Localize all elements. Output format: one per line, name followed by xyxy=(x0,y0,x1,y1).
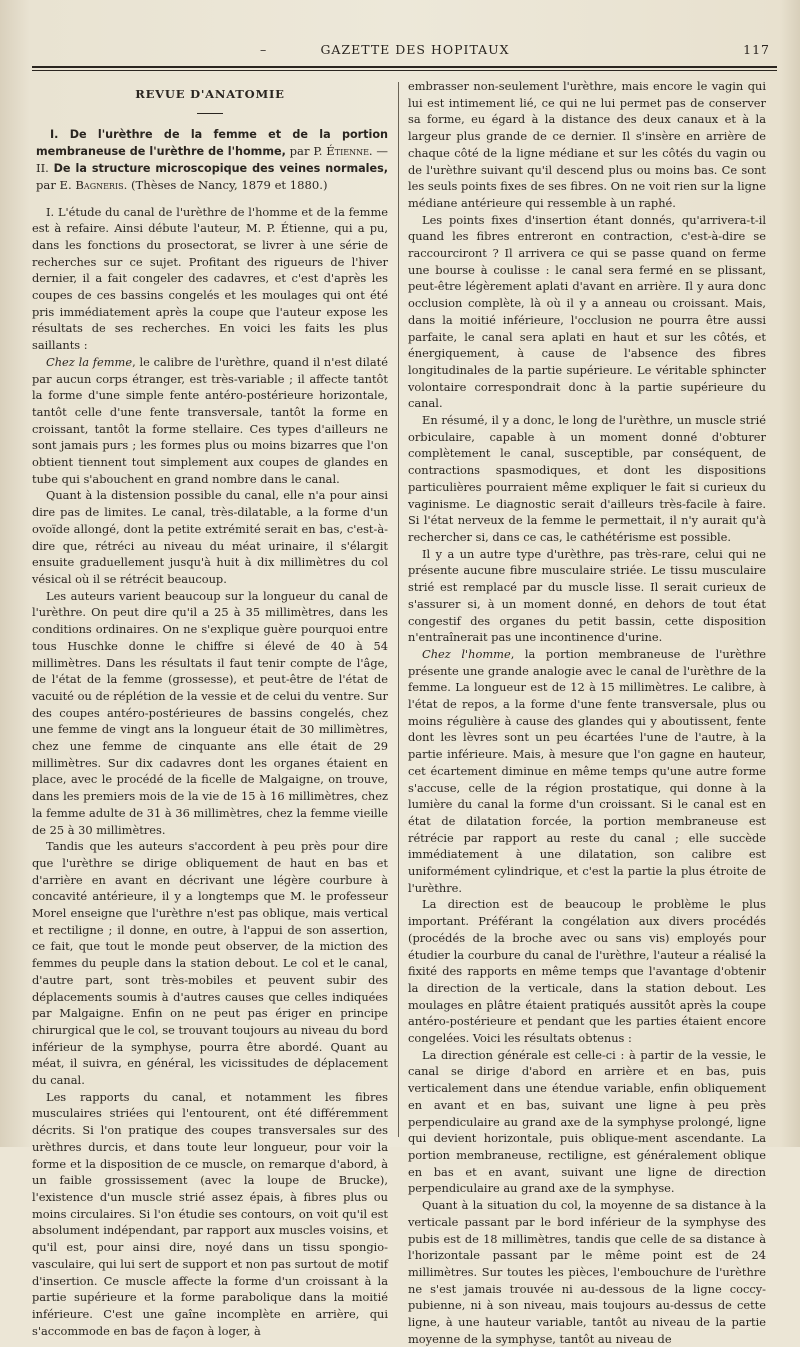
paragraph: Quant à la distension possible du canal, elle n'a pour ainsi dire pas de limites. Le canal, très-dilatable, a la forme d'un ovoïde allongé, dont la petite extrémité serait en bas, c'est-à-dire que, rétréci au niveau du méat urinaire, il s'élargit ensuite graduellement jusqu'à huit à dix millimètres du col vésical où il se rétrécit beaucoup. xyxy=(32,488,388,586)
column-divider xyxy=(398,82,399,1137)
title-separator xyxy=(197,113,223,114)
paragraph xyxy=(32,354,388,488)
header-rule-thick xyxy=(32,66,777,68)
heading-citation: . (Thèses de Nancy, 1879 et 1880.) xyxy=(123,178,328,193)
chez-homme-text: , la portion membraneuse de l'urèthre présente une grande analogie avec le canal de l'urèthre de la femme. La longueur est de 12 à 15 millimètres. Le calibre, à l'état de repos, a la forme d'une fente transversale, plus ou moins régulière à cause des glandes qui y aboutissent, fente dont les lèvres sont un peu écartées l'une de l'autre, à la partie inférieure. Mais, à mesure que l'on gagne en hauteur, cet écartement diminue en même temps qu'une autre forme s'accuse, celle de la région prostatique, qui donne à la lumière du canal la forme d'un croissant. Si le canal est en état de dilatation forcée, la portion membraneuse est rétrécie par rapport au reste du canal ; elle succède immédiatement à une dilatation, son calibre est uniformément cylindrique, et c'est la partie la plus étroite de l'urèthre. xyxy=(408,646,766,895)
paragraph xyxy=(408,646,766,897)
heading-title-i: De l'urèthre de la femme et de la portion membraneuse de l'urèthre de l'homme, xyxy=(36,127,389,158)
heading-by-i: par P. xyxy=(285,143,327,158)
page-number: 117 xyxy=(743,42,770,57)
heading-author-i: Étienne xyxy=(326,143,369,158)
heading-title-ii: De la structure microscopique des veines normales, xyxy=(53,162,389,176)
heading-numeral-i: I. xyxy=(50,127,70,141)
paragraph: I. L'étude du canal de l'urèthre de l'homme et de la femme est à refaire. Ainsi débute l'auteur, M. P. Étienne, qui a pu, dans les fonctions du prosectorat, se livrer à une série de recherches sur ce sujet. Profitant des rigueurs de l'hiver dernier, il a fait congeler des cadavres, et c'est d'après les coupes de ces bassins congelés et les moulages qui ont été pris immédiatement après la coupe que l'auteur expose les résultats de ses recherches. En voici les faits les plus saillants : xyxy=(32,204,388,353)
section-title: REVUE D'ANATOMIE xyxy=(135,87,285,101)
paragraph: Les auteurs varient beaucoup sur la longueur du canal de l'urèthre. On peut dire qu'il a 25 à 35 millimètres, dans les conditions ordinaires. On ne s'explique guère pourquoi entre tous Huschke donne le chiffre si élevé de 40 à 54 millimètres. Dans les résultats il faut tenir compte de l'âge, de l'état de la femme (grossesse), et peut-être de l'état de vacuité ou de réplétion de la vessie et de celui du ventre. Sur des coupes antéro-postérieures de bassins congelés, chez une femme de vingt ans la longueur était de 30 millimètres, chez une femme de cinquante ans elle était de 29 millimètres. Sur dix cadavres dont les organes étaient en place, avec le procédé de la ficelle de Malgaigne, on trouve, dans les premiers mois de la vie de 15 à 16 millimètres, chez la femme adulte de 31 à 36 millimètres, chez la femme vieille de 25 à 30 millimètres. xyxy=(32,588,388,837)
paragraph: Il y a un autre type d'urèthre, pas très-rare, celui qui ne présente aucune fibre musculaire striée. Le tissu musculaire strié est remplacé par du muscle lisse. Il serait curieux de s'assurer si, à un moment donné, en dehors de tout état congestif des organes du petit bassin, cette disposition n'entraînerait pas une incontinence d'urine. xyxy=(408,546,766,645)
heading-author-ii: Bagneris xyxy=(75,178,124,193)
paragraph: La direction est de beaucoup le problème le plus important. Préférant la congélation aux divers procédés (procédés de la broche avec ou sans vis) employés pour étudier la courbure du canal de l'urèthre, l'auteur a réalisé la fixité des rapports en même temps que l'avantage d'obtenir la direction de la verticale, dans la station debout. Les moulages en plâtre étaient pratiqués aussitôt après la coupe antéro-postérieure et pendant que les parties étaient encore congelées. Voici les résultats obtenus : xyxy=(408,897,766,1046)
right-column xyxy=(408,78,766,1347)
chez-femme-text: , le calibre de l'urèthre, quand il n'est dilaté par aucun corps étranger, est très-variable ; il affecte tantôt la forme d'une simple fente antéro-postérieure horizontale, tantôt celle d'une fente transversale, tantôt la forme en croissant, tantôt la forme stellaire. Ces types d'ailleurs ne sont jamais purs ; les formes plus ou moins bizarres que l'on obtient tiennent tout simplement aux coupes de glandes en tube qui s'abouchent en grand nombre dans le canal. xyxy=(32,354,388,486)
journal-title: GAZETTE DES HOPITAUX xyxy=(320,42,510,57)
paragraph: Les rapports du canal, et notamment les fibres musculaires striées qui l'entourent, ont été différemment décrits. Si l'on pratique des coupes transversales sur des urèthres durcis, et dans toute leur longueur, pour voir la forme et la disposition de ce muscle, on remarque d'abord, à un faible grossissement (avec la loupe de Brucke), l'existence d'un muscle strié assez épais, à fibres plus ou moins circulaires. Si l'on étudie ses contours, on voit qu'il est absolument indépendant, par rapport aux muscles voisins, et qu'il est, pour ainsi dire, noyé dans un tissu spongio-vasculaire, qui lui sert de support et non pas surtout de motif d'insertion. Ce muscle affecte la forme d'un croissant à la partie supérieure et la forme parabolique dans la moitié inférieure. C'est une gaîne incomplète en arrière, qui s'accommode en bas de façon à loger, à xyxy=(32,1089,388,1338)
paragraph: Quant à la situation du col, la moyenne de sa distance à la verticale passant par le bord inférieur de la symphyse des pubis est de 18 millimètres, tandis que celle de sa distance à l'horizontale passant par le même point est de 24 millimètres. Sur toutes les pièces, l'embouchure de l'urèthre ne s'est jamais trouvée ni au-dessous de la ligne coccy-pubienne, ni à son niveau, mais toujours au-dessus de cette ligne, à une hauteur variable, tantôt au niveau de la partie moyenne de la symphyse, tantôt au niveau de xyxy=(408,1198,766,1346)
paragraph: En résumé, il y a donc, le long de l'urèthre, un muscle strié orbiculaire, capable à un moment donné d'obturer complètement le canal, susceptible, par conséquent, de contractions spasmodiques, et dont les dispositions particulières pourraient même expliquer le fait si curieux du vaginisme. Le diagnostic serait d'ailleurs très-facile à faire. Si l'état nerveux de la femme le permettait, il n'y aurait qu'à rechercher si, dans ce cas, le cathétérisme est possible. xyxy=(408,413,766,544)
chez-homme-label: Chez l'homme xyxy=(422,646,511,661)
paragraph: La direction générale est celle-ci : à partir de la vessie, le canal se dirige d'abord en arrière et en bas, puis verticalement dans une étendue variable, enfin obliquement en avant et en bas, suivant une ligne à peu près perpendiculaire au grand axe de la symphyse prolongé, ligne qui devient horizontale, puis oblique-ment ascendante. La portion membraneuse, rectiligne, est généralement oblique en bas et en avant, suivant une ligne de direction perpendiculaire au grand axe de la symphyse. xyxy=(408,1047,766,1196)
paragraph: Tandis que les auteurs s'accordent à peu près pour dire que l'urèthre se dirige obliquement de haut en bas et d'arrière en avant en décrivant une légère courbure à concavité antérieure, il y a longtemps que M. le professeur Morel enseigne que l'urèthre n'est pas oblique, mais vertical et rectiligne ; il donne, en outre, à l'appui de son assertion, ce fait, que tout le monde peut observer, de la miction des femmes du peuple dans la station debout. Le col et le canal, d'autre part, sont très-mobiles et peuvent subir des déplacements soumis à d'autres causes que celles indiquées par Malgaigne. Enfin on ne peut pas ériger en principe chirurgical que le col, se trouvant toujours au niveau du bord inférieur de la symphyse, pourra être abordé. Quant au méat, il suivra, en général, les vicissitudes de déplacement du canal. xyxy=(32,839,388,1088)
heading-sep: . — II. xyxy=(36,143,388,176)
left-column xyxy=(32,78,388,1339)
header-rule-thin xyxy=(32,70,777,71)
article-heading xyxy=(32,126,388,194)
page-header xyxy=(60,42,770,62)
paragraph: embrasser non-seulement l'urèthre, mais encore le vagin qui lui est intimement lié, ce qui ne lui permet pas de conserver sa forme, eu égard à la distance des deux canaux et à la largeur plus grande de ce dernier. Il s'insère en arrière de chaque côté de la ligne médiane et sur les côtés du vagin ou de l'urèthre suivant qu'il descend plus ou moins bas. Ce sont les seuls points fixes de ses fibres. On ne voit rien sur la ligne médiane antérieure qui ressemble à un raphé. xyxy=(408,79,766,210)
header-dash: – xyxy=(260,42,268,57)
chez-femme-label: Chez la femme xyxy=(46,354,133,369)
heading-by-ii: par E. xyxy=(36,178,76,193)
paragraph: Les points fixes d'insertion étant donnés, qu'arrivera-t-il quand les fibres entreront en contraction, c'est-à-dire se raccourciront ? Il arrivera ce qui se passe quand on ferme une bourse à coulisse : le canal sera fermé en se plissant, peut-être légèrement aplati d'avant en arrière. Il y aura donc occlusion complète, là où il y a anneau ou croissant. Mais, dans la moitié inférieure, l'occlusion ne pourra être aussi parfaite, le canal sera aplati en haut et sur les côtés, et énergiquement, à cause de l'absence des fibres longitudinales de la partie supérieure. Le véritable sphincter volontaire correspondrait donc à la partie supérieure du canal. xyxy=(408,212,766,411)
